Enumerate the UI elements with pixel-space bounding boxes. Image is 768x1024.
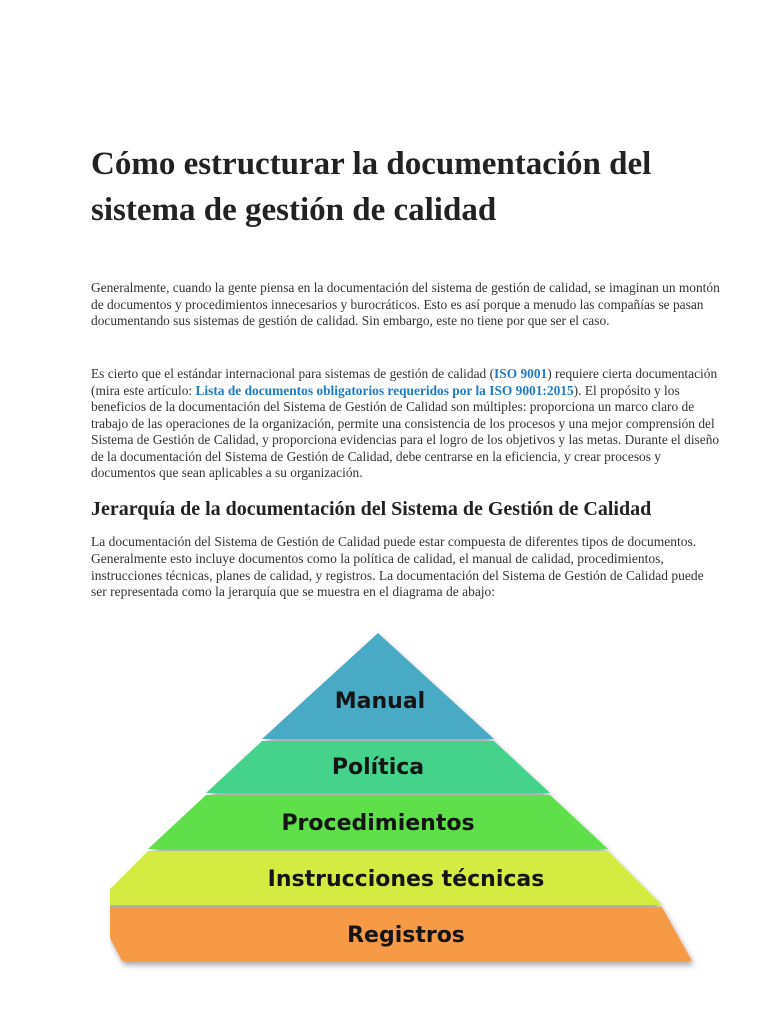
hierarchy-paragraph: La documentación del Sistema de Gestión de Calidad puede estar compuesta de diferentes tipos de documentos. Generalmente esto incluye documentos como la política de calidad, el manual de calidad, procedimientos, instrucciones técnicas, planes de calidad, y registros. La documentación del Sistema de Gestión de Calidad puede ser representada como la jerarquía que se muestra en el diagrama de abajo: [91, 534, 704, 600]
section-heading: Jerarquía de la documentación del Sistema de Gestión de Calidad [91, 498, 652, 520]
iso-paragraph-text-b: ) requiere cierta documentación (mira este artículo: [91, 366, 718, 398]
pyramid-label-politica: Política [331, 755, 425, 780]
pyramid-label-manual: Manual [334, 689, 426, 714]
iso-paragraph-text-c: ). El propósito y los beneficios de la documentación del Sistema de Gestión de Calidad son múltiples: proporciona un marco claro de trabajo de las operaciones de la organización, permite una consistencia de los procesos y una mejor comprensión del Sistema de Gestión de Calidad, y proporciona evidencias para el logro de los objetivos y las metas. Durante el diseño de la documentación del Sistema de Gestión de Calidad, debe centrarse en la eficiencia, y crear procesos y documentos que sean aplicables a su organización. [91, 382, 720, 480]
page-title: Cómo estructurar la documentación del sistema de gestión de calidad [91, 146, 652, 228]
iso-paragraph [91, 366, 723, 482]
documentation-pyramid-diagram [110, 625, 710, 975]
pyramid-label-procedimientos: Procedimientos [281, 811, 475, 836]
pyramid-label-instrucciones: Instrucciones técnicas [267, 867, 545, 892]
intro-paragraph: Generalmente, cuando la gente piensa en la documentación del sistema de gestión de calidad, se imaginan un montón de documentos y procedimientos innecesarios y burocráticos. Esto es así porque a menudo las compañías se pasan documentando sus sistemas de gestión de calidad. Sin embargo, este no tiene por que ser el caso. [91, 280, 720, 328]
pyramid-label-registros: Registros [347, 923, 465, 948]
pyramid-level-manual [262, 633, 494, 739]
mandatory-documents-link[interactable]: Lista de documentos obligatorios requeridos por la ISO 9001:2015 [195, 382, 574, 398]
iso-paragraph-text-a: Es cierto que el estándar internacional para sistemas de gestión de calidad ( [91, 366, 495, 381]
iso-9001-link[interactable]: ISO 9001 [494, 366, 548, 381]
